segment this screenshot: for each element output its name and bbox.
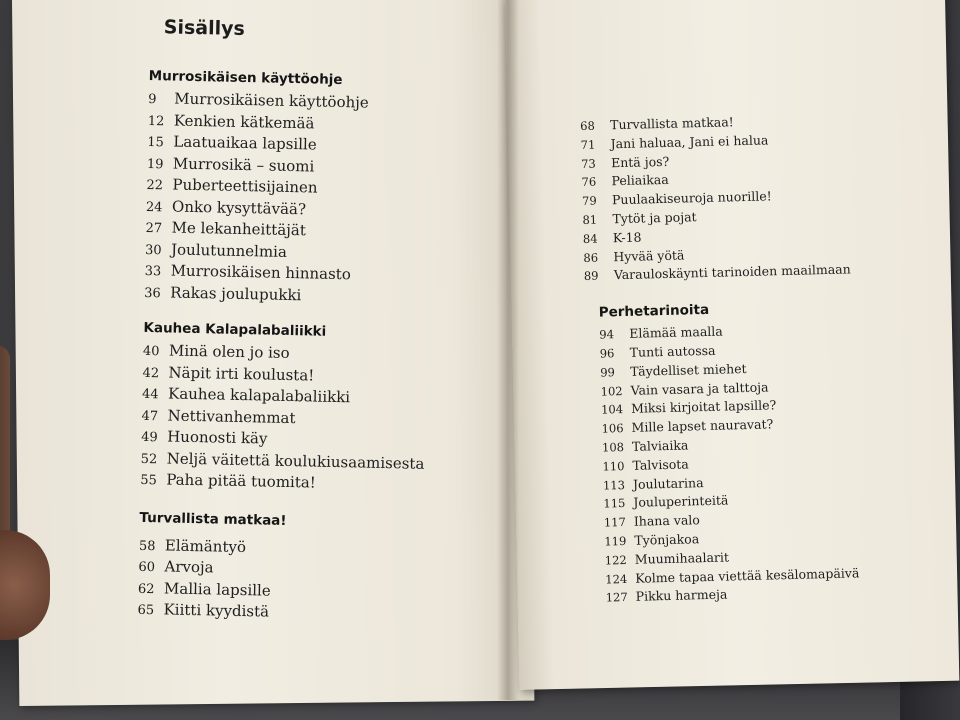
entry-title: Työnjakoa xyxy=(634,531,700,548)
entry-title: Murrosikäisen hinnasto xyxy=(170,261,352,284)
page-number: 58 xyxy=(138,538,156,554)
page-number: 99 xyxy=(600,364,616,380)
entry-title: Hyvää yötä xyxy=(613,247,685,264)
page-number: 71 xyxy=(580,137,596,152)
entry-title: Kenkien kätkemää xyxy=(173,111,315,132)
entry-title: Puulaakiseuroja nuorille! xyxy=(611,188,772,208)
entry-title: Peliaikaa xyxy=(611,172,669,189)
page-number: 60 xyxy=(138,559,156,576)
entry-title: Neljä väitettä koulukiusaamisesta xyxy=(166,448,425,473)
entry-title: Mallia lapsille xyxy=(163,578,271,600)
left-page-contents xyxy=(137,16,510,629)
page-number: 115 xyxy=(603,496,626,511)
right-page-contents xyxy=(580,110,912,609)
page-number: 33 xyxy=(144,263,162,280)
entry-title: K-18 xyxy=(612,229,642,246)
entry-title: Minä olen jo iso xyxy=(168,341,290,362)
section-heading: Perhetarinoita xyxy=(598,302,710,321)
page-number: 27 xyxy=(145,220,163,237)
entry-title: Talvisota xyxy=(632,456,689,473)
entry-title: Miksi kirjoitat lapsille? xyxy=(630,397,777,417)
section-entries xyxy=(140,341,503,499)
section-entries xyxy=(144,89,508,311)
page-number: 19 xyxy=(146,156,164,172)
entry-title: Huonosti käy xyxy=(167,427,268,448)
page-number: 12 xyxy=(147,113,165,129)
page-number: 55 xyxy=(140,472,157,489)
entry-title: Entä jos? xyxy=(610,153,670,170)
entry-title: Talviaika xyxy=(631,437,689,454)
entry-title: Rakas joulupukki xyxy=(170,282,302,304)
entry-title: Pikku harmeja xyxy=(635,586,728,605)
section-heading: Kauhea Kalapalabaliikki xyxy=(143,319,327,340)
page-number: 102 xyxy=(600,383,623,399)
toc-title: Sisällys xyxy=(163,16,246,40)
page-number: 49 xyxy=(141,429,158,446)
entry-title: Täydelliset miehet xyxy=(630,360,747,379)
page-number: 44 xyxy=(141,386,159,403)
entry-title: Varauloskäynti tarinoiden maailmaan xyxy=(613,261,851,283)
entry-title: Tunti autossa xyxy=(629,342,716,360)
page-number: 127 xyxy=(605,590,628,605)
entry-title: Muumihaalarit xyxy=(634,549,730,567)
page-number: 73 xyxy=(580,156,596,171)
continued-entries xyxy=(580,110,904,287)
page-number: 89 xyxy=(583,268,599,284)
page-number: 65 xyxy=(137,602,155,619)
entry-title: Laatuaikaa lapsille xyxy=(173,132,317,154)
page-number: 62 xyxy=(137,581,155,597)
page-number: 9 xyxy=(148,91,157,108)
entry-title: Murrosikäisen käyttöohje xyxy=(174,89,369,112)
page-number: 117 xyxy=(603,515,627,530)
page-number: 22 xyxy=(146,177,164,194)
page-number: 96 xyxy=(599,346,615,361)
entry-title: Joulutarina xyxy=(632,474,704,492)
page-number: 42 xyxy=(142,365,160,381)
section-entries xyxy=(599,319,912,608)
page-number: 108 xyxy=(601,439,625,455)
page-number: 79 xyxy=(581,193,597,209)
entry-title: Jani haluaa, Jani ei halua xyxy=(610,132,769,152)
entry-title: Joulutunnelmia xyxy=(170,239,288,261)
entry-title: Kolme tapaa viettää kesälomapäivä xyxy=(635,564,860,586)
entry-title: Näpit irti koulusta! xyxy=(168,362,315,385)
section-heading: Turvallista matkaa! xyxy=(139,509,287,529)
entry-title: Tytöt ja pojat xyxy=(612,209,697,227)
page-number: 113 xyxy=(602,477,626,493)
page-number: 122 xyxy=(604,552,627,568)
entry-title: Nettivanhemmat xyxy=(167,405,296,427)
page-number: 94 xyxy=(599,327,615,342)
section-heading: Murrosikäisen käyttöohje xyxy=(148,67,343,89)
entry-title: Ihana valo xyxy=(633,512,701,529)
entry-title: Kauhea kalapalabaliikki xyxy=(167,384,351,407)
entry-title: Me lekanheittäjät xyxy=(171,218,307,240)
page-number: 52 xyxy=(140,451,158,467)
entry-title: Onko kysyttävää? xyxy=(171,197,307,218)
entry-title: Turvallista matkaa! xyxy=(609,114,734,133)
page-number: 104 xyxy=(600,402,624,417)
entry-title: Arvoja xyxy=(164,557,214,577)
page-number: 81 xyxy=(582,212,598,227)
page-number: 110 xyxy=(602,458,625,474)
entry-title: Mille lapset nauravat? xyxy=(631,416,774,435)
page-number: 124 xyxy=(605,571,628,587)
page-number: 15 xyxy=(147,134,165,151)
entry-title: Elämää maalla xyxy=(629,323,723,342)
page-number: 40 xyxy=(142,343,160,360)
page-number: 30 xyxy=(144,242,162,258)
entry-title: Elämäntyö xyxy=(164,535,247,556)
entry-title: Jouluperinteitä xyxy=(633,492,729,511)
page-number: 86 xyxy=(583,250,599,265)
page-number: 36 xyxy=(144,285,161,301)
entry-title: Paha pitää tuomita! xyxy=(166,470,317,492)
entry-title: Vain vasara ja talttoja xyxy=(630,379,769,398)
page-number: 47 xyxy=(141,408,159,424)
entry-title: Puberteettisijainen xyxy=(172,175,318,197)
page-number: 76 xyxy=(581,175,597,190)
finger xyxy=(0,345,10,545)
page-number: 106 xyxy=(601,421,624,436)
page-number: 68 xyxy=(580,118,596,133)
page-number: 84 xyxy=(582,231,598,246)
entry-title: Kiitti kyydistä xyxy=(163,600,270,621)
page-number: 119 xyxy=(604,533,627,549)
entry-title: Murrosikä – suomi xyxy=(172,154,315,175)
page-number: 24 xyxy=(145,199,163,215)
section-entries xyxy=(137,535,499,629)
